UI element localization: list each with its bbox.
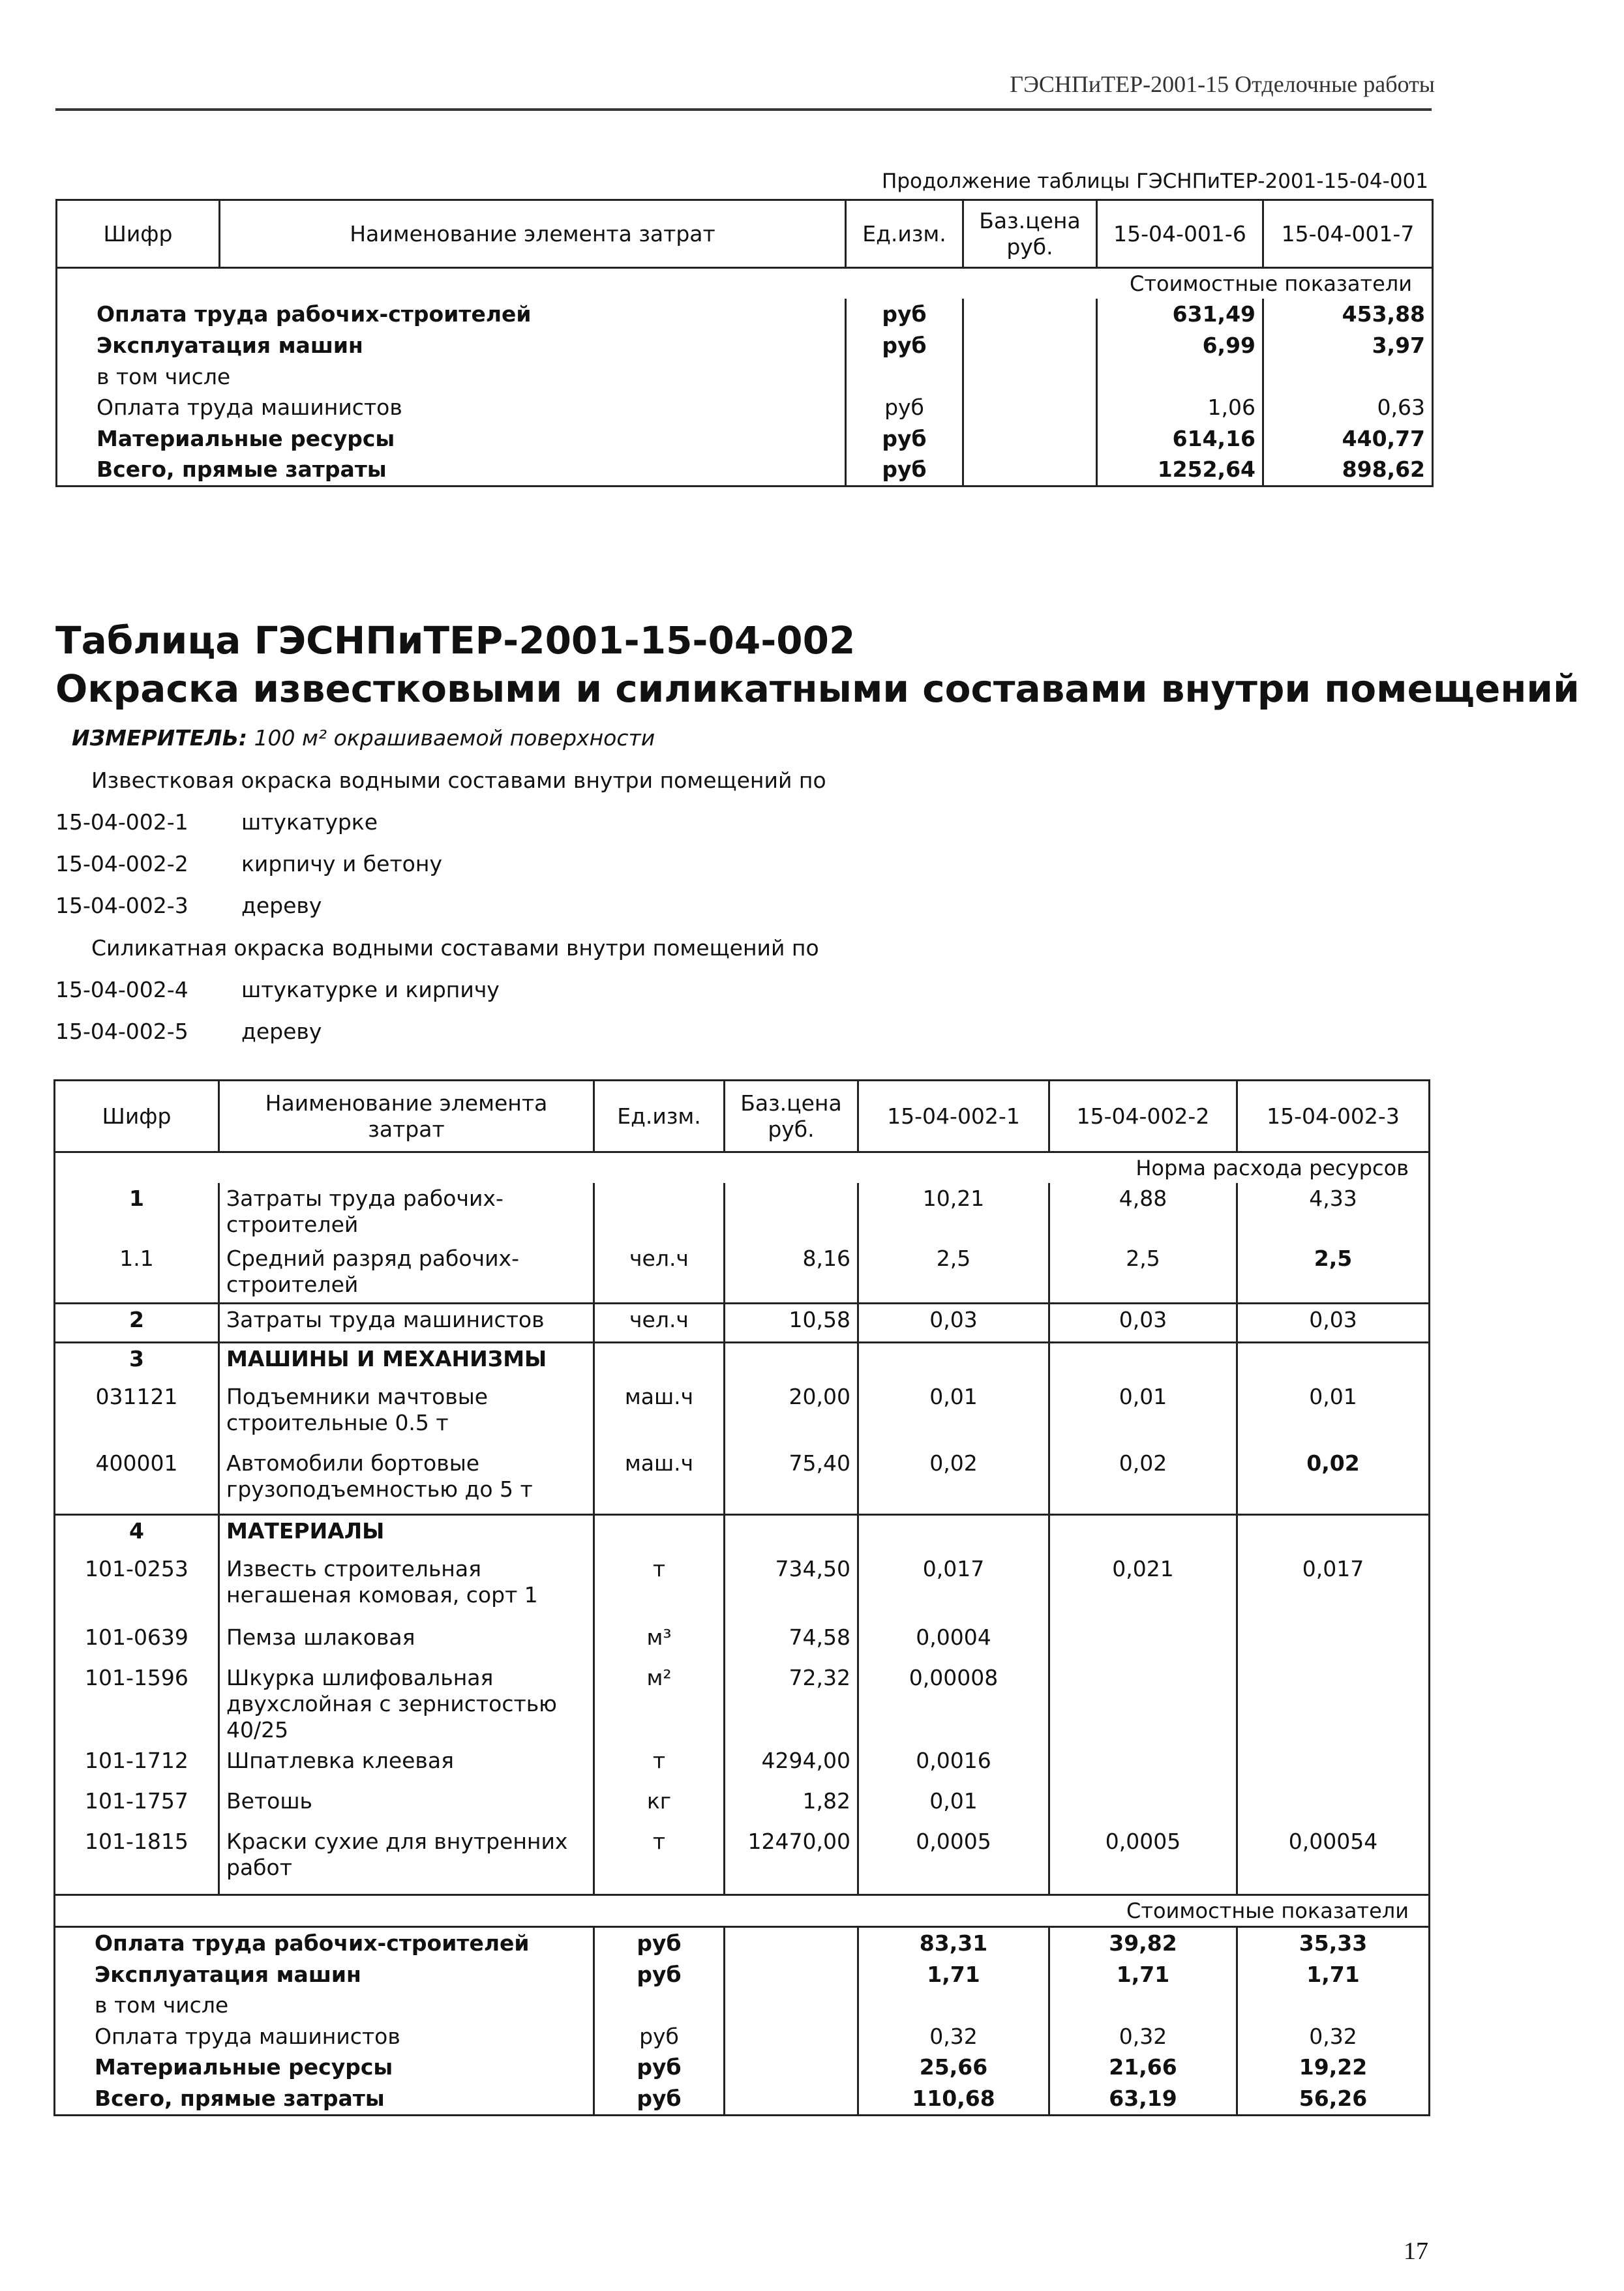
unit-cell: руб [846,392,963,423]
value-cell: 0,0005 [858,1826,1049,1894]
cost-name-cell: Всего, прямые затраты [57,454,846,486]
unit-cell: руб [594,2052,725,2083]
value-cell: 0,01 [1237,1381,1430,1448]
cost-name-cell: Оплата труда машинистов [57,392,846,423]
price-cell [725,2083,858,2115]
value-cell [1049,1662,1237,1745]
name-cell: МАТЕРИАЛЫ [219,1514,594,1553]
unit-cell: чел.ч [594,1303,725,1342]
code-cell: 3 [55,1342,219,1381]
desc-intro-2: Силикатная окраска водными составами внутри помещений по [91,935,819,961]
name-cell: Краски сухие для внутренних работ [219,1826,594,1894]
code-cell: 101-0639 [55,1622,219,1662]
value-cell: 0,03 [1237,1303,1430,1342]
value-cell [1237,1990,1430,2021]
desc-code: 15-04-002-1 [55,809,188,835]
value-cell: 19,22 [1237,2052,1430,2083]
table-row [57,392,1433,423]
col-header-unit: Ед.изм. [594,1081,725,1152]
value-cell: 2,5 [858,1243,1049,1303]
desc-item [55,977,500,1019]
cost-label: Стоимостные показатели [55,1894,1430,1926]
value-cell: 2,5 [1049,1243,1237,1303]
running-header: ГЭСНПиТЕР-2001-15 Отделочные работы [1010,71,1435,97]
price-cell [963,454,1097,486]
table-row [57,423,1433,455]
meter [72,725,655,751]
value-cell: 4,88 [1049,1183,1237,1243]
table-row [55,1303,1430,1342]
unit-cell: чел.ч [594,1243,725,1303]
code-cell: 101-1815 [55,1826,219,1894]
table-row [55,1959,1430,1990]
table-row [55,1243,1430,1303]
col-header-price: Баз.цена руб. [963,200,1097,268]
table-row [55,1745,1430,1786]
value-cell: 0,01 [858,1786,1049,1826]
unit-cell: руб [846,423,963,455]
desc-text: кирпичу и бетону [241,851,442,876]
value-cell: 39,82 [1049,1927,1237,1959]
value-cell: 0,02 [1237,1448,1430,1514]
name-cell: Средний разряд рабочих-строителей [219,1243,594,1303]
unit-cell: т [594,1553,725,1622]
price-cell: 10,58 [725,1303,858,1342]
cost-name-cell: в том числе [57,361,846,393]
unit-cell: руб [846,454,963,486]
value-cell [1097,361,1263,393]
value-cell: 0,01 [858,1381,1049,1448]
table-row [55,1553,1430,1622]
name-cell: Пемза шлаковая [219,1622,594,1662]
code-cell: 400001 [55,1448,219,1514]
desc-text: дереву [241,893,322,918]
price-cell [725,1183,858,1243]
table-row [55,1990,1430,2021]
value-cell: 63,19 [1049,2083,1237,2115]
price-cell: 72,32 [725,1662,858,1745]
table-row [55,1662,1430,1745]
value-cell: 1,06 [1097,392,1263,423]
value-cell: 0,32 [1237,2021,1430,2052]
value-cell: 0,00008 [858,1662,1049,1745]
price-cell [725,1927,858,1959]
col-header-3: 15-04-002-3 [1237,1081,1430,1152]
unit-cell: т [594,1745,725,1786]
empty-cell [1237,1342,1430,1381]
table-row [55,1786,1430,1826]
price-cell [963,392,1097,423]
code-cell: 4 [55,1514,219,1553]
value-cell: 25,66 [858,2052,1049,2083]
desc-intro-1: Известковая окраска водными составами внутри помещений по [91,768,826,793]
table-row [55,2083,1430,2115]
meter-value: 100 м² окрашиваемой поверхности [254,725,655,751]
value-cell [858,1990,1049,2021]
desc-group-2 [55,977,500,1060]
desc-code: 15-04-002-4 [55,977,188,1002]
cost-name-cell: Оплата труда машинистов [55,2021,594,2052]
value-cell: 0,03 [1049,1303,1237,1342]
value-cell: 0,0016 [858,1745,1049,1786]
table-row [55,1514,1430,1553]
empty-cell [1237,1514,1430,1553]
col-header-2: 15-04-001-7 [1263,200,1433,268]
col-header-name: Наименование элемента затрат [220,200,846,268]
header-rule [55,108,1432,111]
norm-label: Норма расхода ресурсов [55,1152,1430,1184]
name-cell: Затраты труда машинистов [219,1303,594,1342]
value-cell: 453,88 [1263,299,1433,330]
value-cell [1237,1786,1430,1826]
value-cell [1049,1786,1237,1826]
code-cell: 101-1596 [55,1662,219,1745]
name-cell: Затраты труда рабочих-строителей [219,1183,594,1243]
price-cell [725,1990,858,2021]
unit-cell [594,1990,725,2021]
name-cell: Шпатлевка клеевая [219,1745,594,1786]
value-cell: 0,02 [858,1448,1049,1514]
empty-cell [1049,1514,1237,1553]
desc-code: 15-04-002-3 [55,893,188,918]
desc-item [55,1019,500,1060]
empty-cell [1049,1342,1237,1381]
col-header-code: Шифр [57,200,220,268]
table-row [55,1381,1430,1448]
cost-name-cell: Эксплуатация машин [55,1959,594,1990]
table-row [57,361,1433,393]
col-header-unit: Ед.изм. [846,200,963,268]
table-row [55,2052,1430,2083]
value-cell: 440,77 [1263,423,1433,455]
unit-cell [846,361,963,393]
value-cell: 10,21 [858,1183,1049,1243]
col-header-2: 15-04-002-2 [1049,1081,1237,1152]
table-row [57,454,1433,486]
table-row [55,1342,1430,1381]
value-cell: 0,01 [1049,1381,1237,1448]
price-cell: 1,82 [725,1786,858,1826]
value-cell: 4,33 [1237,1183,1430,1243]
cost-name-cell: в том числе [55,1990,594,2021]
desc-text: штукатурке [241,809,378,835]
desc-item [55,851,442,893]
value-cell: 0,021 [1049,1553,1237,1622]
desc-code: 15-04-002-2 [55,851,188,876]
top-cost-table [55,199,1434,487]
value-cell: 0,32 [1049,2021,1237,2052]
value-cell: 6,99 [1097,330,1263,361]
desc-text: штукатурке и кирпичу [241,977,500,1002]
cost-name-cell: Материальные ресурсы [57,423,846,455]
col-header-code: Шифр [55,1081,219,1152]
name-cell: Шкурка шлифовальная двухслойная с зернистостью 40/25 [219,1662,594,1745]
empty-cell [858,1342,1049,1381]
desc-group-1 [55,809,442,935]
value-cell: 83,31 [858,1927,1049,1959]
empty-cell [858,1514,1049,1553]
unit-cell: маш.ч [594,1381,725,1448]
unit-cell [594,1183,725,1243]
code-cell: 101-1712 [55,1745,219,1786]
value-cell: 0,63 [1263,392,1433,423]
table-row [55,2021,1430,2052]
value-cell [1237,1622,1430,1662]
price-cell [725,1959,858,1990]
table-row [55,1183,1430,1243]
name-cell: МАШИНЫ И МЕХАНИЗМЫ [219,1342,594,1381]
table-row [57,299,1433,330]
price-cell: 20,00 [725,1381,858,1448]
value-cell [1237,1745,1430,1786]
value-cell: 631,49 [1097,299,1263,330]
unit-cell: руб [594,2021,725,2052]
value-cell: 0,32 [858,2021,1049,2052]
value-cell: 35,33 [1237,1927,1430,1959]
value-cell: 56,26 [1237,2083,1430,2115]
value-cell [1237,1662,1430,1745]
page-number: 17 [1404,2238,1428,2265]
unit-cell: м³ [594,1622,725,1662]
table-row [55,1927,1430,1959]
value-cell: 1,71 [1049,1959,1237,1990]
value-cell: 0,0004 [858,1622,1049,1662]
value-cell: 1252,64 [1097,454,1263,486]
price-cell [963,423,1097,455]
price-cell: 74,58 [725,1622,858,1662]
price-cell [963,299,1097,330]
empty-cell [725,1342,858,1381]
empty-cell [594,1514,725,1553]
code-cell: 101-1757 [55,1786,219,1826]
name-cell: Подъемники мачтовые строительные 0.5 т [219,1381,594,1448]
price-cell [963,361,1097,393]
value-cell: 0,02 [1049,1448,1237,1514]
unit-cell: руб [594,1927,725,1959]
desc-item [55,893,442,935]
price-cell: 4294,00 [725,1745,858,1786]
value-cell [1049,1990,1237,2021]
value-cell [1263,361,1433,393]
meter-label: ИЗМЕРИТЕЛЬ: [72,725,248,751]
unit-cell: маш.ч [594,1448,725,1514]
table-row [55,1622,1430,1662]
value-cell: 0,0005 [1049,1826,1237,1894]
section-label: Стоимостные показатели [57,268,1433,299]
value-cell: 0,017 [858,1553,1049,1622]
value-cell: 0,00054 [1237,1826,1430,1894]
cost-name-cell: Всего, прямые затраты [55,2083,594,2115]
desc-text: дереву [241,1019,322,1044]
value-cell: 3,97 [1263,330,1433,361]
cost-label-row [55,1894,1430,1926]
col-header-1: 15-04-002-1 [858,1081,1049,1152]
unit-cell: руб [594,1959,725,1990]
value-cell: 2,5 [1237,1243,1430,1303]
value-cell [1049,1622,1237,1662]
desc-item [55,809,442,851]
value-cell [1049,1745,1237,1786]
unit-cell: кг [594,1786,725,1826]
value-cell: 110,68 [858,2083,1049,2115]
price-cell: 8,16 [725,1243,858,1303]
cost-name-cell: Оплата труда рабочих-строителей [57,299,846,330]
code-cell: 101-0253 [55,1553,219,1622]
resource-table [53,1079,1430,2116]
value-cell: 0,03 [858,1303,1049,1342]
table-row [55,1448,1430,1514]
desc-code: 15-04-002-5 [55,1019,188,1044]
cost-name-cell: Эксплуатация машин [57,330,846,361]
value-cell: 898,62 [1263,454,1433,486]
name-cell: Ветошь [219,1786,594,1826]
value-cell: 1,71 [858,1959,1049,1990]
code-cell: 031121 [55,1381,219,1448]
table-subtitle: Окраска известковыми и силикатными составами внутри помещений [55,666,1580,711]
value-cell: 614,16 [1097,423,1263,455]
col-header-price: Баз.цена руб. [725,1081,858,1152]
price-cell [725,2052,858,2083]
value-cell: 1,71 [1237,1959,1430,1990]
col-header-name: Наименование элемента затрат [219,1081,594,1152]
price-cell: 75,40 [725,1448,858,1514]
price-cell: 734,50 [725,1553,858,1622]
code-cell: 1.1 [55,1243,219,1303]
unit-cell: т [594,1826,725,1894]
unit-cell: руб [846,330,963,361]
code-cell: 2 [55,1303,219,1342]
unit-cell: руб [846,299,963,330]
table-title: Таблица ГЭСНПиТЕР-2001-15-04-002 [55,618,856,663]
unit-cell: руб [594,2083,725,2115]
col-header-1: 15-04-001-6 [1097,200,1263,268]
value-cell: 21,66 [1049,2052,1237,2083]
price-cell [725,2021,858,2052]
name-cell: Автомобили бортовые грузоподъемностью до 5 т [219,1448,594,1514]
price-cell: 12470,00 [725,1826,858,1894]
unit-cell: м² [594,1662,725,1745]
code-cell: 1 [55,1183,219,1243]
empty-cell [725,1514,858,1553]
cost-name-cell: Материальные ресурсы [55,2052,594,2083]
continuation-caption: Продолжение таблицы ГЭСНПиТЕР-2001-15-04-001 [882,170,1428,193]
price-cell [963,330,1097,361]
name-cell: Известь строительная негашеная комовая, сорт 1 [219,1553,594,1622]
empty-cell [594,1342,725,1381]
value-cell: 0,017 [1237,1553,1430,1622]
table-row [57,330,1433,361]
table-row [55,1826,1430,1894]
cost-name-cell: Оплата труда рабочих-строителей [55,1927,594,1959]
